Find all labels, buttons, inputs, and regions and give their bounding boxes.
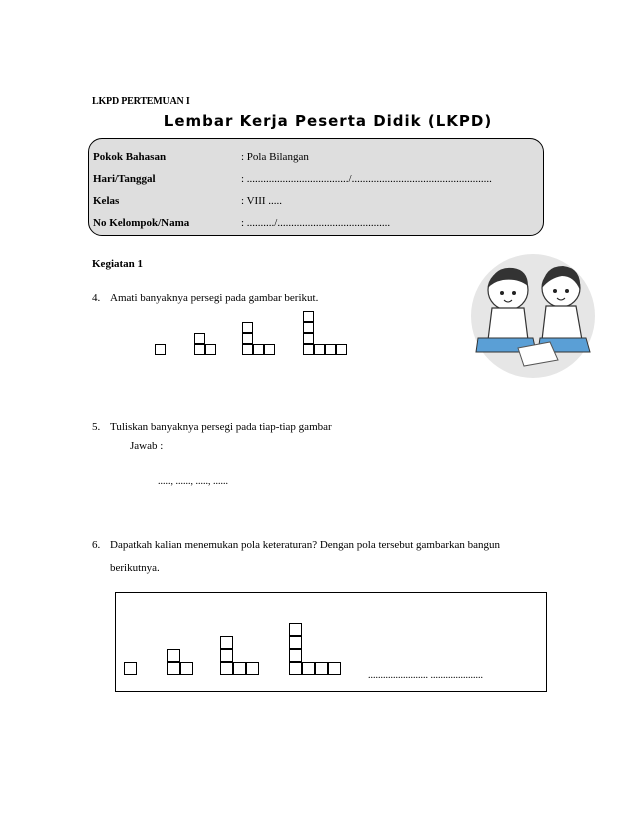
square	[194, 344, 205, 355]
square	[289, 649, 302, 662]
square	[303, 333, 314, 344]
question-number: 6.	[92, 539, 101, 551]
answer-blanks: ....., ......, ....., ......	[158, 476, 228, 487]
square	[289, 623, 302, 636]
square	[315, 662, 328, 675]
square	[303, 344, 314, 355]
answer-label: Jawab :	[130, 440, 164, 452]
question-4	[92, 292, 318, 304]
next-figure-blank: ........................ .....................	[368, 670, 483, 681]
question-text-line1: Dapatkah kalian menemukan pola keteraturan? Dengan pola tersebut gambarkan bangun	[110, 539, 501, 551]
question-text: Tuliskan banyaknya persegi pada tiap-tiap gambar	[110, 421, 332, 433]
worksheet-title: Lembar Kerja Peserta Didik (LKPD)	[163, 112, 493, 130]
worksheet-header-label: LKPD PERTEMUAN I	[92, 96, 190, 107]
square	[303, 322, 314, 333]
square	[180, 662, 193, 675]
question-text-line2: berikutnya.	[110, 562, 160, 574]
question-text: Amati banyaknya persegi pada gambar berikut.	[110, 292, 319, 304]
info-value: : ...................................../...................................................	[241, 173, 492, 185]
children-studying-illustration	[458, 248, 608, 378]
info-box	[88, 138, 544, 236]
square	[242, 344, 253, 355]
info-key: Pokok Bahasan	[93, 151, 167, 163]
square	[328, 662, 341, 675]
info-key: Kelas	[93, 195, 120, 207]
square	[336, 344, 347, 355]
square	[289, 662, 302, 675]
square	[220, 649, 233, 662]
square	[242, 333, 253, 344]
square	[303, 311, 314, 322]
square	[124, 662, 137, 675]
info-key: No Kelompok/Nama	[93, 217, 190, 229]
info-value: : ........../.........................................	[241, 217, 391, 229]
question-6	[92, 539, 500, 551]
square	[314, 344, 325, 355]
square	[167, 649, 180, 662]
square	[264, 344, 275, 355]
square	[289, 636, 302, 649]
info-value: : VIII .....	[241, 195, 283, 207]
square	[220, 636, 233, 649]
square	[233, 662, 246, 675]
square	[155, 344, 166, 355]
square	[253, 344, 264, 355]
square	[205, 344, 216, 355]
square	[242, 322, 253, 333]
question-number: 4.	[92, 292, 101, 304]
info-key: Hari/Tanggal	[93, 173, 156, 185]
square	[167, 662, 180, 675]
square	[194, 333, 205, 344]
square	[325, 344, 336, 355]
info-value: : Pola Bilangan	[241, 151, 309, 163]
square	[220, 662, 233, 675]
question-number: 5.	[92, 421, 101, 433]
question-5	[92, 421, 332, 433]
square	[246, 662, 259, 675]
square	[302, 662, 315, 675]
section-heading: Kegiatan 1	[92, 258, 144, 270]
